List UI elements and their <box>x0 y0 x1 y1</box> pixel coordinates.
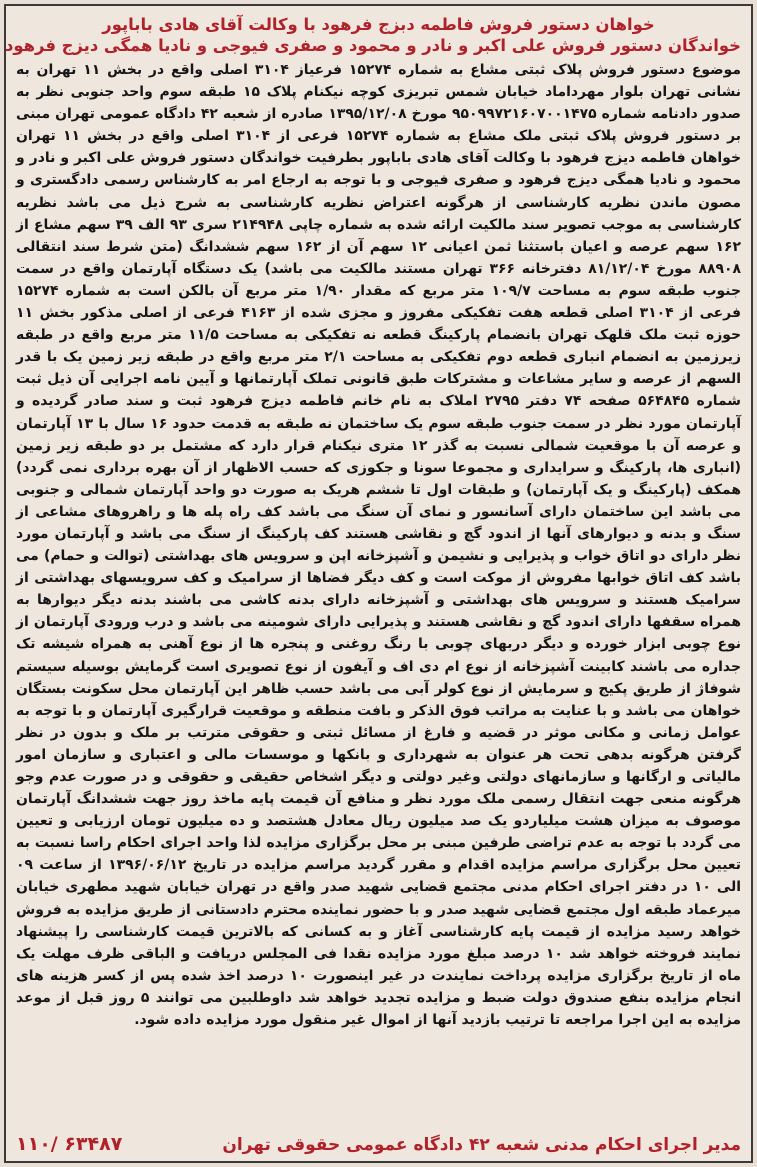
notice-footer <box>16 1127 741 1155</box>
notice-code: ۱۱۰/ ۶۳۴۸۷ <box>16 1133 123 1155</box>
notice-signature: مدیر اجرای احکام مدنی شعبه ۴۲ دادگاه عمومی حقوقی تهران <box>222 1135 741 1155</box>
legal-notice <box>4 4 753 1163</box>
notice-body: موضوع دستور فروش پلاک ثبتی مشاع به شماره ۱۵۲۷۴ فرعیاز ۳۱۰۴ اصلی واقع در بخش ۱۱ تهران به نشانی تهران بلوار مهرداماد خیابان شمس تبریزی کوچه نیکنام پلاک ۱۵ طبقه سوم واحد جنوبی نظر به صدور دادنامه شماره ۹۵۰۹۹۷۲۱۶۰۷۰۰۱۴۷۵ مورخ ۱۳۹۵/۱۲/۰۸ صادره از شعبه ۴۲ دادگاه عمومی تهران مبنی بر دستور فروش پلاک ثبتی ملک مشاع به شماره ۱۵۲۷۴ فرعی از ۳۱۰۴ اصلی واقع در بخش ۱۱ تهران خواهان فاطمه دیزج فرهود با وکالت آقای هادی باباپور بطرفیت خواندگان دستور فروش علی اکبر و نادر و محمود و نادیا همگی دیزج فرهود و صفری فیوجی و با توجه به ارجاع امر به کارشناس رسمی دادگستری و مصون ماندن نظریه کارشناسی از هرگونه اعتراض نظریه کارشناسی به شرح ذیل می باشد نظریه کارشناسی به موجب تصویر سند مالکیت ارائه شده به شماره چاپی ۲۱۴۹۴۸ سری ۹۳ الف ۳۹ سهم مشاع از ۱۶۲ سهم عرصه و اعیان باستثنا ثمن اعیانی ۱۲ سهم آن از ۱۶۲ سهم ششدانگ (متن شرط سند انتقالی ۸۸۹۰۸ مورخ ۸۱/۱۲/۰۴ دفترخانه ۳۶۶ تهران مستند مالکیت می باشد) یک دستگاه آپارتمان واقع در سمت جنوب طبقه سوم به مساحت ۱۰۹/۷ متر مربع که مقدار ۱/۹۰ متر مربع آن بالکن است به شماره ۱۵۲۷۴ فرعی از ۳۱۰۴ اصلی قطعه هفت تفکیکی مفروز و مجزی شده از ۴۱۶۳ فرعی از اصلی مذکور بخش ۱۱ حوزه ثبت ملک قلهک تهران بانضمام پارکینگ قطعه نه تفکیکی به مساحت ۱۱/۵ متر مربع واقع در طبقه زیرزمین به انضمام انباری قطعه دوم تفکیکی به مساحت ۲/۱ متر مربع واقع در طبقه زیر زمین یک با قدر السهم از عرصه و سایر مشاعات و مشترکات طبق قانونی تملک آپارتمانها و آیین نامه اجرایی آن ذیل ثبت شماره ۵۶۴۸۴۵ صفحه ۷۴ دفتر ۲۷۹۵ املاک به نام خانم فاطمه دیزج فرهود ثبت و سند صادر گردیده و آپارتمان مورد نظر در سمت جنوب طبقه سوم یک ساختمان نه طبقه به قدمت حدود ۱۶ سال با ۱۳ آپارتمان و عرصه آن با موقعیت شمالی نسبت به گذر ۱۲ متری نیکنام قرار دارد که مشتمل بر دو طبقه زیر زمین (انباری ها، پارکینگ و سرایداری و مجموعا سونا و جکوزی که حسب الاظهار از آن بهره برداری نمی گردد) همکف (پارکینگ و یک آپارتمان) و طبقات اول تا ششم هریک به صورت دو واحد آپارتمان شمالی و جنوبی می باشد این ساختمان دارای آسانسور و نمای آن سنگ می باشد کف راه پله ها و راهروهای مشاعی از سنگ و بدنه و دیوارهای آنها از اندود گچ و نقاشی هستند کف پارکینگ از سنگ می باشد و آپارتمان مورد نظر دارای دو اتاق خواب و پذیرایی و نشیمن و آشپزخانه اپن و سرویس های بهداشتی (توالت و حمام) می باشد کف اتاق خوابها مفروش از موکت است و کف دیگر فضاها از سرامیک و کف سرویسهای بهداشتی از سرامیک هستند و سرویس های بهداشتی و آشپزخانه دارای بدنه کاشی می باشند بدنه دیگر دیوارها به همراه سقفها دارای اندود گچ و نقاشی هستند و پذیرایی دارای شومینه می باشد و درب ورودی آپارتمان از نوع چوبی ابزار خورده و دیگر دربهای چوبی با رنگ روغنی و پنجره ها از نوع آهنی به همراه شیشه تک جداره می باشند کابینت آشپزخانه از نوع ام دی اف و آیفون از نوع تصویری است گرمایش بوسیله سیستم شوفاژ از طریق پکیج و سرمایش از نوع کولر آبی می باشد حسب ظاهر این آپارتمان محل سکونت بستگان خواهان می باشد و با عنایت به مراتب فوق الذکر و بافت منطقه و موقعیت قرارگیری آپارتمان و با توجه به عوامل زمانی و مکانی موثر در قضیه و فارغ از مسائل ثبتی و حقوقی مترتب بر ملک و بدون در نظر گرفتن هرگونه بدهی تحت هر عنوان به شهرداری و بانکها و موسسات مالی و اعتباری و سازمان امور مالیاتی و ارگانها و سازمانهای دولتی وغیر دولتی و دیگر اشخاص حقیقی و حقوقی و در صورت عدم وجو هرگونه منعی جهت انتقال رسمی ملک مورد نظر و منافع آن قیمت پایه ماخذ روز جهت ششدانگ آپارتمان موصوف به میزان هشت میلیاردو یک صد میلیون ریال معادل هشتصد و ده میلیون تومان ارزیابی و تعیین می گردد با توجه به عدم تراضی طرفین مبنی بر محل برگزاری مزایده لذا واحد اجرای احکام راسا نسبت به تعیین محل برگزاری مراسم مزایده اقدام و مقرر گردید مراسم مزایده در تاریخ ۱۳۹۶/۰۶/۱۲ از ساعت ۰۹ الی ۱۰ در دفتر اجرای احکام مدنی مجتمع قضایی شهید صدر واقع در تهران خیابان شهید مطهری خیابان میرعماد طبقه اول مجتمع قضایی شهید صدر و با حضور نماینده محترم دادستانی از طریق مزایده به فروش خواهد رسید مزایده از قیمت پایه کارشناسی آغاز و به کسانی که بالاترین قیمت کارشناسی را پیشنهاد نمایند فروخته خواهد شد ۱۰ درصد مبلغ مورد مزایده نقدا فی المجلس دریافت و الباقی ظرف مهلت یک ماه از تاریخ برگزاری مزایده پرداخت نمایندت در غیر اینصورت ۱۰ درصد اخذ شده پس از کسر هزینه های انجام مزایده بنفع صندوق دولت ضبط و مزایده تجدید خواهد شد داوطلبین می توانند ۵ روز قبل از موعد مزایده به این اجرا مراجعه تا ترتیب بازدید آنها از اموال غیر منقول مورد مزایده داده شود. <box>16 62 742 1029</box>
notice-title-plaintiff: خواهان دستور فروش فاطمه دبزج فرهود با وکالت آقای هادی باباپور <box>102 15 655 34</box>
notice-title-defendants: خواندگان دستور فروش علی اکبر و نادر و محمود و صفری فیوجی و نادیا همگی دیزج فرهود <box>4 36 741 55</box>
